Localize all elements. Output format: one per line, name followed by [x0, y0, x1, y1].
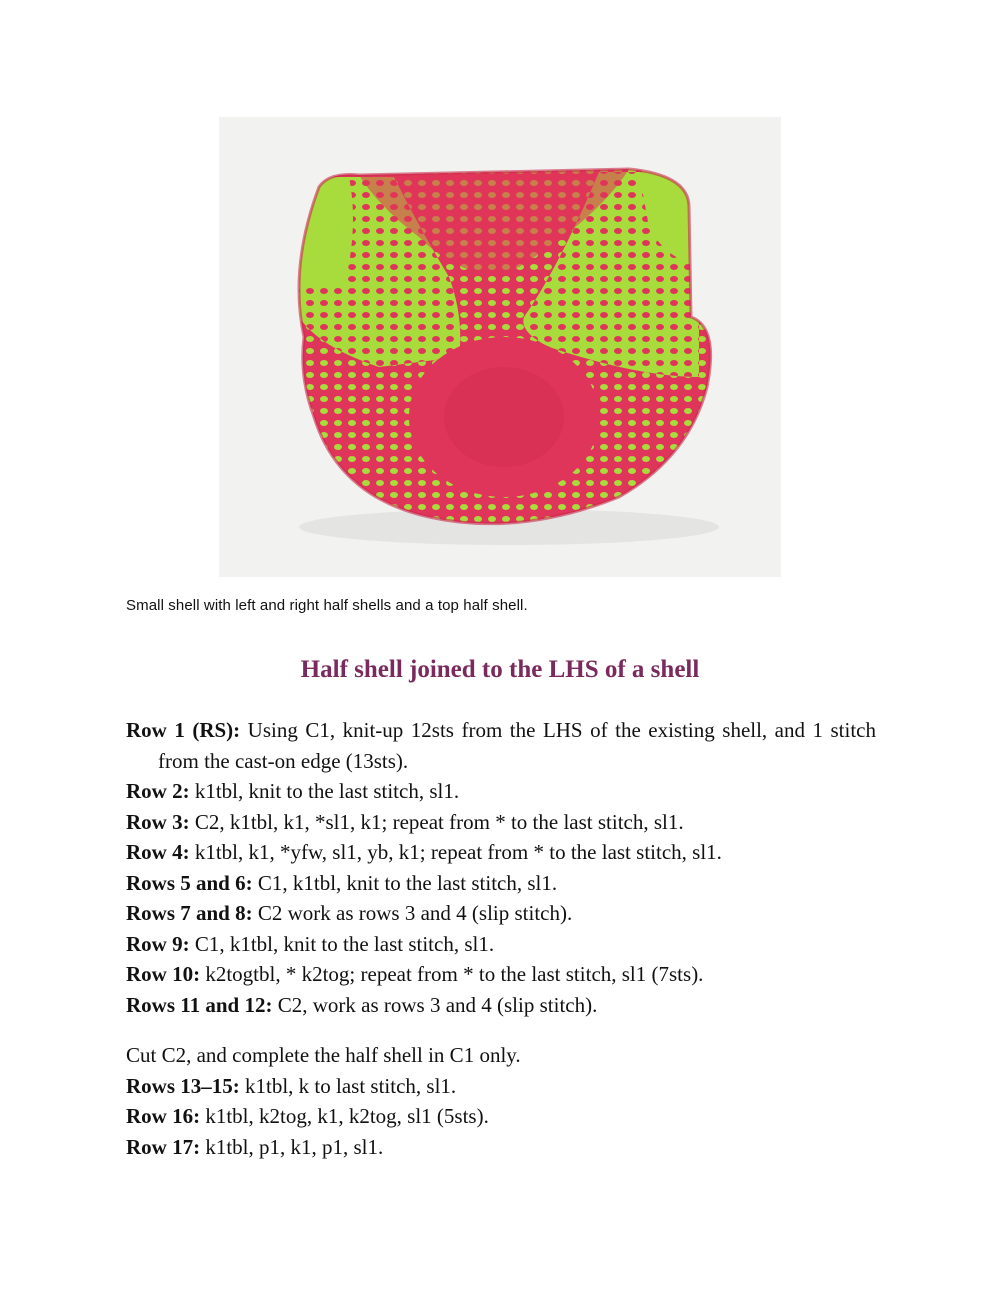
row-text: Using C1, knit-up 12sts from the LHS of the existing shell, and 1 stitch from the cast-on edge (13sts).	[158, 718, 877, 773]
instruction-row-11	[126, 1101, 876, 1132]
row-text: k1tbl, k2tog, k1, k2tog, sl1 (5sts).	[200, 1104, 489, 1128]
knitted-shell-photo	[219, 117, 781, 577]
row-label: Row 17:	[126, 1134, 201, 1159]
knitted-shell-illustration	[219, 117, 781, 577]
row-label: Rows 13–15:	[126, 1073, 240, 1098]
instruction-row-4	[126, 837, 876, 868]
row-label: Rows 7 and 8:	[126, 901, 253, 925]
row-text: C1, k1tbl, knit to the last stitch, sl1.	[189, 931, 495, 956]
row-label: Rows 5 and 6:	[126, 870, 253, 895]
row-label: Row 4:	[126, 840, 190, 864]
instruction-row-6	[126, 898, 876, 929]
row-text: k1tbl, knit to the last stitch, sl1.	[189, 779, 460, 803]
instruction-note: Cut C2, and complete the half shell in C1 only.	[126, 1043, 521, 1067]
row-label: Row 9:	[126, 931, 190, 956]
instructions	[126, 715, 876, 1162]
instruction-row-12	[126, 1132, 876, 1163]
row-label: Row 10:	[126, 962, 201, 986]
row-text: C2, work as rows 3 and 4 (slip stitch).	[272, 992, 598, 1017]
row-text: k1tbl, p1, k1, p1, sl1.	[200, 1134, 384, 1159]
row-text: C2, k1tbl, k1, *sl1, k1; repeat from * to the last stitch, sl1.	[189, 809, 684, 834]
row-text: k1tbl, k1, *yfw, sl1, yb, k1; repeat from * to the last stitch, sl1.	[189, 840, 722, 864]
row-label: Row 1 (RS):	[126, 718, 241, 742]
row-label: Rows 11 and 12:	[126, 992, 273, 1017]
row-label: Row 3:	[126, 809, 190, 834]
instruction-row-10	[126, 1071, 876, 1102]
row-label: Row 16:	[126, 1104, 201, 1128]
row-text: C1, k1tbl, knit to the last stitch, sl1.	[252, 870, 558, 895]
instruction-row-3	[126, 807, 876, 838]
instruction-row-9	[126, 990, 876, 1021]
instruction-row-5	[126, 868, 876, 899]
row-label: Row 2:	[126, 779, 190, 803]
instruction-row-7	[126, 929, 876, 960]
instruction-row-2	[126, 776, 876, 807]
figure-caption: Small shell with left and right half shells and a top half shell.	[126, 597, 528, 614]
paragraph-gap	[126, 1020, 876, 1040]
row-text: k1tbl, k to last stitch, sl1.	[239, 1073, 457, 1098]
row-text: C2 work as rows 3 and 4 (slip stitch).	[252, 901, 573, 925]
row-text: k2togtbl, * k2tog; repeat from * to the last stitch, sl1 (7sts).	[200, 962, 704, 986]
instruction-row-1	[126, 715, 876, 776]
section-heading: Half shell joined to the LHS of a shell	[300, 656, 700, 683]
instruction-row-8	[126, 959, 876, 990]
